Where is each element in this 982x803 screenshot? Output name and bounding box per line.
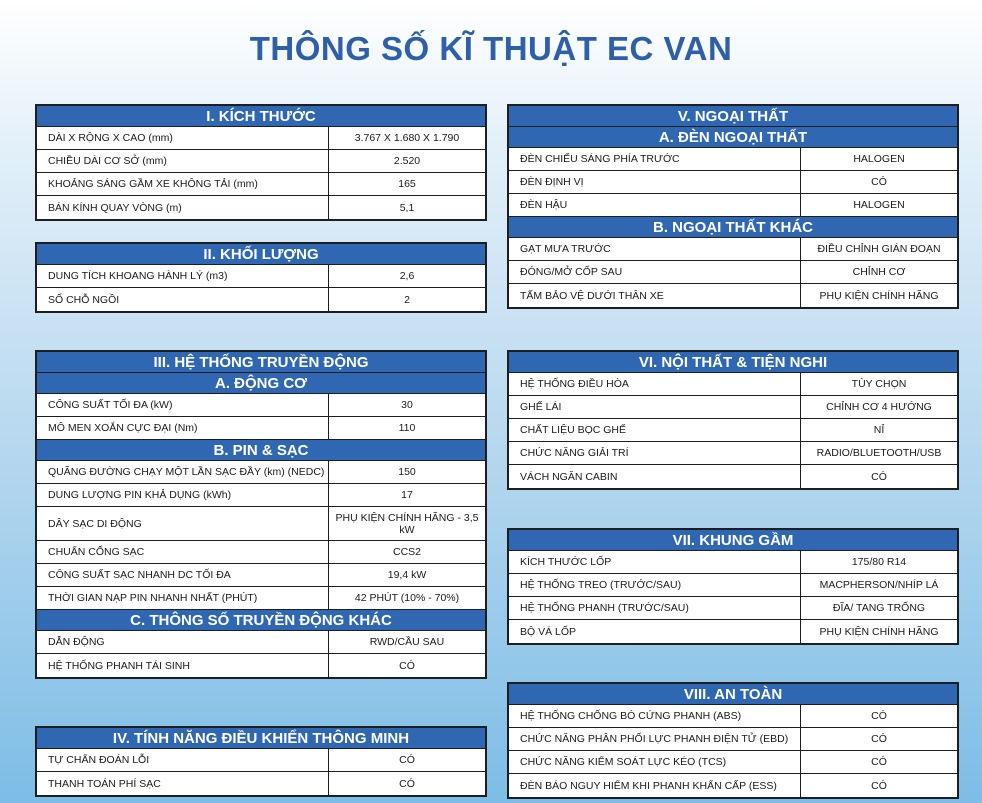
- table-row: [509, 396, 957, 419]
- table-row: [509, 238, 957, 261]
- spec-value: 17: [401, 489, 413, 501]
- section-header: IV. TÍNH NĂNG ĐIỀU KHIỂN THÔNG MINH: [37, 728, 485, 749]
- table-row: [37, 564, 485, 587]
- table-row: [509, 261, 957, 284]
- spec-label: CHẤT LIỆU BỌC GHẾ: [509, 419, 801, 441]
- table-row: [37, 461, 485, 484]
- spec-value: CÓ: [871, 176, 887, 188]
- table-row: [509, 373, 957, 396]
- table-row: [509, 148, 957, 171]
- table-truyen-dong: [35, 350, 487, 679]
- spec-value: CHỈNH CƠ: [852, 266, 906, 278]
- spec-value: 2: [404, 293, 410, 306]
- spec-value: 5,1: [399, 201, 415, 214]
- spec-value: CÓ: [871, 756, 887, 768]
- table-row: [509, 442, 957, 465]
- subsection-header: B. PIN & SẠC: [37, 440, 485, 461]
- table-khung-gam: [507, 528, 959, 645]
- table-row: [37, 394, 485, 417]
- spec-label: QUÃNG ĐƯỜNG CHẠY MỘT LẦN SẠC ĐẦY (km) (NEDC): [37, 461, 329, 483]
- section-header: V. NGOẠI THẤT: [509, 106, 957, 127]
- table-kich-thuoc: [35, 104, 487, 221]
- table-noi-that: [507, 350, 959, 490]
- table-khoi-luong: [35, 242, 487, 313]
- subsection-header: B. NGOẠI THẤT KHÁC: [509, 217, 957, 238]
- spec-value: 30: [401, 399, 413, 411]
- table-row: [509, 728, 957, 751]
- spec-label: ĐÈN CHIẾU SÁNG PHÍA TRƯỚC: [509, 148, 801, 170]
- table-row: [37, 265, 485, 288]
- section-header: I. KÍCH THƯỚC: [37, 106, 485, 127]
- spec-value: MACPHERSON/NHÍP LÁ: [819, 579, 939, 591]
- spec-label: CHỨC NĂNG GIẢI TRÍ: [509, 442, 801, 464]
- spec-value: CÓ: [871, 733, 887, 745]
- spec-label: TỰ CHẨN ĐOÁN LỖI: [37, 749, 329, 771]
- table-row: [509, 465, 957, 488]
- spec-label: TẤM BẢO VỆ DƯỚI THÂN XE: [509, 284, 801, 307]
- spec-value: HALOGEN: [853, 153, 905, 165]
- table-row: [37, 150, 485, 173]
- spec-label: HỆ THỐNG PHANH (TRƯỚC/SAU): [509, 597, 801, 619]
- spec-label: MÔ MEN XOẮN CỰC ĐẠI (Nm): [37, 417, 329, 439]
- table-row: [509, 620, 957, 643]
- spec-value: ĐĨA/ TANG TRỐNG: [832, 602, 926, 614]
- table-row: [37, 417, 485, 440]
- spec-label: BỘ VÁ LỐP: [509, 620, 801, 643]
- spec-label: CÔNG SUẤT SẠC NHANH DC TỐI ĐA: [37, 564, 329, 586]
- spec-value: NỈ: [873, 424, 885, 436]
- spec-label: DUNG TÍCH KHOANG HÀNH LÝ (m3): [37, 265, 329, 287]
- spec-label: CHUẨN CỔNG SẠC: [37, 541, 329, 563]
- spec-value: PHỤ KIỆN CHÍNH HÃNG - 3,5 kW: [335, 511, 479, 536]
- spec-value: CÓ: [399, 777, 415, 790]
- spec-value: 3.767 X 1.680 X 1.790: [354, 132, 460, 144]
- spec-label: DÂY SẠC DI ĐỘNG: [37, 507, 329, 540]
- section-header: VIII. AN TOÀN: [509, 684, 957, 705]
- spec-label: CHIỀU DÀI CƠ SỞ (mm): [37, 150, 329, 172]
- spec-value: PHỤ KIỆN CHÍNH HÃNG: [819, 289, 939, 302]
- spec-label: KÍCH THƯỚC LỐP: [509, 551, 801, 573]
- spec-label: DÀI X RỘNG X CAO (mm): [37, 127, 329, 149]
- table-row: [37, 631, 485, 654]
- spec-value: CÓ: [399, 754, 415, 766]
- spec-value: HALOGEN: [853, 199, 905, 211]
- spec-label: HỆ THỐNG CHỐNG BÓ CỨNG PHANH (ABS): [509, 705, 801, 727]
- table-row: [509, 751, 957, 774]
- spec-label: SỐ CHỖ NGỒI: [37, 288, 329, 311]
- table-row: [37, 507, 485, 541]
- spec-value: TÙY CHỌN: [851, 378, 907, 390]
- table-row: [37, 127, 485, 150]
- table-row: [509, 551, 957, 574]
- spec-label: THỜI GIAN NẠP PIN NHANH NHẤT (PHÚT): [37, 587, 329, 609]
- table-row: [37, 749, 485, 772]
- spec-label: CHỨC NĂNG KIỂM SOÁT LỰC KÉO (TCS): [509, 751, 801, 773]
- spec-value: RWD/CẦU SAU: [369, 636, 445, 648]
- spec-value: PHỤ KIỆN CHÍNH HÃNG: [819, 625, 939, 638]
- spec-value: 2.520: [393, 155, 421, 167]
- spec-value: 19,4 kW: [387, 569, 427, 581]
- table-an-toan: [507, 682, 959, 799]
- spec-label: HỆ THỐNG TREO (TRƯỚC/SAU): [509, 574, 801, 596]
- spec-value: 165: [398, 178, 416, 190]
- spec-label: CHỨC NĂNG PHÂN PHỐI LỰC PHANH ĐIỆN TỬ (EBD): [509, 728, 801, 750]
- table-row: [37, 541, 485, 564]
- table-row: [37, 654, 485, 677]
- spec-value: CCS2: [392, 546, 421, 558]
- spec-label: ĐÈN BÁO NGUY HIỂM KHI PHANH KHẨN CẤP (ESS): [509, 774, 801, 797]
- table-row: [37, 196, 485, 219]
- table-row: [509, 597, 957, 620]
- spec-label: CÔNG SUẤT TỐI ĐA (kW): [37, 394, 329, 416]
- table-row: [37, 288, 485, 311]
- subsection-header: A. ĐÈN NGOẠI THẤT: [509, 127, 957, 148]
- section-header: III. HỆ THỐNG TRUYỀN ĐỘNG: [37, 352, 485, 373]
- table-dieu-khien: [35, 726, 487, 797]
- page-title: THÔNG SỐ KĨ THUẬT EC VAN: [249, 30, 733, 67]
- spec-label: VÁCH NGĂN CABIN: [509, 465, 801, 488]
- spec-value: CHỈNH CƠ 4 HƯỚNG: [826, 401, 932, 413]
- section-header: VII. KHUNG GẦM: [509, 530, 957, 551]
- spec-label: ĐÈN ĐỊNH VỊ: [509, 171, 801, 193]
- spec-value: RADIO/BLUETOOTH/USB: [816, 447, 942, 459]
- table-row: [37, 772, 485, 795]
- spec-label: DẪN ĐỘNG: [37, 631, 329, 653]
- spec-value: 110: [398, 422, 416, 434]
- spec-value: 42 PHÚT (10% - 70%): [354, 592, 460, 604]
- spec-value: CÓ: [399, 659, 415, 672]
- table-row: [509, 194, 957, 217]
- spec-label: THANH TOÁN PHÍ SẠC: [37, 772, 329, 795]
- spec-label: BÁN KÍNH QUAY VÒNG (m): [37, 196, 329, 219]
- spec-value: 150: [398, 466, 416, 478]
- spec-label: GHẾ LÁI: [509, 396, 801, 418]
- table-ngoai-that: [507, 104, 959, 309]
- section-header: VI. NỘI THẤT & TIỆN NGHI: [509, 352, 957, 373]
- subsection-header: C. THÔNG SỐ TRUYỀN ĐỘNG KHÁC: [37, 610, 485, 631]
- spec-value: CÓ: [871, 779, 887, 792]
- spec-label: ĐÈN HẬU: [509, 194, 801, 216]
- spec-label: DUNG LƯỢNG PIN KHẢ DỤNG (kWh): [37, 484, 329, 506]
- spec-value: ĐIỀU CHỈNH GIÁN ĐOẠN: [817, 243, 941, 255]
- spec-value: 175/80 R14: [851, 556, 907, 568]
- spec-value: 2,6: [399, 270, 415, 282]
- table-row: [509, 574, 957, 597]
- spec-label: ĐÓNG/MỞ CỐP SAU: [509, 261, 801, 283]
- table-row: [37, 173, 485, 196]
- spec-label: KHOẢNG SÁNG GẦM XE KHÔNG TẢI (mm): [37, 173, 329, 195]
- table-row: [509, 419, 957, 442]
- table-row: [509, 171, 957, 194]
- table-row: [509, 774, 957, 797]
- table-row: [37, 484, 485, 507]
- spec-label: HỆ THỐNG ĐIỀU HÒA: [509, 373, 801, 395]
- table-row: [509, 705, 957, 728]
- spec-label: HỆ THỐNG PHANH TÁI SINH: [37, 654, 329, 677]
- spec-value: CÓ: [871, 710, 887, 722]
- subsection-header: A. ĐỘNG CƠ: [37, 373, 485, 394]
- table-row: [37, 587, 485, 610]
- spec-value: CÓ: [871, 470, 887, 483]
- table-row: [509, 284, 957, 307]
- spec-label: GẠT MƯA TRƯỚC: [509, 238, 801, 260]
- section-header: II. KHỐI LƯỢNG: [37, 244, 485, 265]
